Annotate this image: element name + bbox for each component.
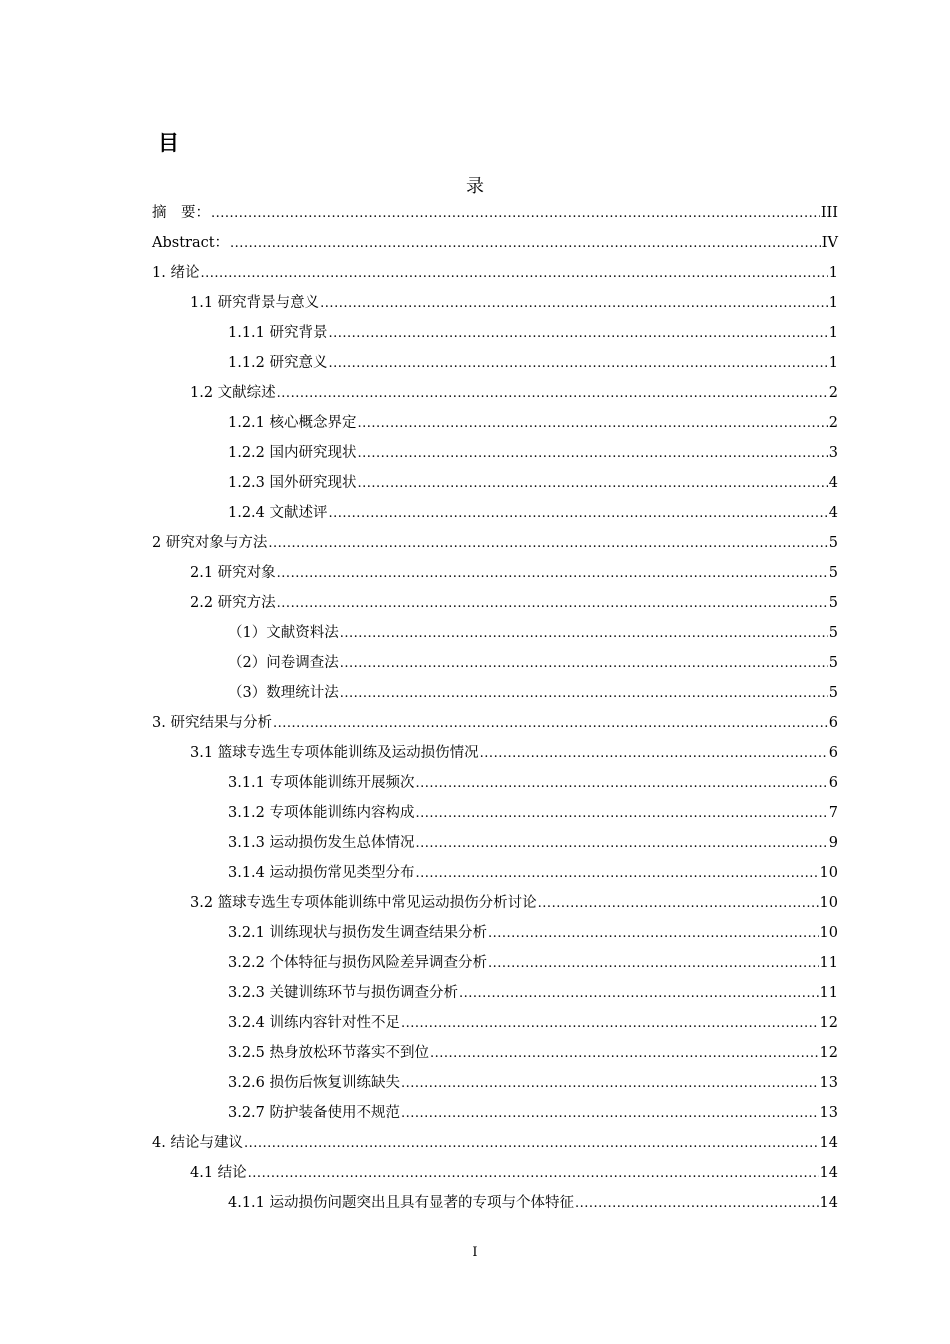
toc-entry-page: 5 <box>828 535 838 551</box>
toc-entry-title: Abstract： <box>152 235 230 251</box>
toc-leader-dots <box>248 1159 819 1189</box>
toc-entry[interactable] <box>152 1188 838 1218</box>
toc-entry-title: 3.2.1 训练现状与损伤发生调查结果分析 <box>228 925 488 941</box>
toc-entry[interactable] <box>152 1038 838 1068</box>
toc-leader-dots <box>340 619 828 649</box>
toc-entry-page: 10 <box>819 925 838 941</box>
toc-entry-title: 1.1 研究背景与意义 <box>190 295 320 311</box>
toc-entry-title: 1. 绪论 <box>152 265 200 281</box>
toc-entry-page: 14 <box>819 1165 838 1181</box>
toc-entry-page: 3 <box>828 445 838 461</box>
toc-entry[interactable] <box>152 588 838 618</box>
toc-leader-dots <box>358 439 828 469</box>
toc-leader-dots <box>277 589 828 619</box>
toc-entry-page: 12 <box>819 1045 838 1061</box>
toc-entry[interactable] <box>152 258 838 288</box>
toc-leader-dots <box>416 859 819 889</box>
toc-leader-dots <box>211 199 820 229</box>
toc-entry-title: 3.1.1 专项体能训练开展频次 <box>228 775 415 791</box>
toc-leader-dots <box>268 529 827 559</box>
toc-entry-title: 3. 研究结果与分析 <box>152 715 272 731</box>
toc-entry-title: 2.2 研究方法 <box>190 595 276 611</box>
toc-entry[interactable] <box>152 1158 838 1188</box>
toc-leader-dots <box>329 319 828 349</box>
toc-entry-page: 5 <box>828 595 838 611</box>
toc-entry-page: 13 <box>819 1075 838 1091</box>
toc-heading-second-char: 录 <box>466 176 484 197</box>
toc-entry-title: 3.2.7 防护装备使用不规范 <box>228 1105 401 1121</box>
toc-leader-dots <box>320 289 828 319</box>
toc-entry-title: 3.2.2 个体特征与损伤风险差异调查分析 <box>228 955 488 971</box>
toc-entry-page: 10 <box>819 895 838 911</box>
toc-leader-dots <box>200 259 827 289</box>
toc-entry[interactable] <box>152 228 838 258</box>
toc-entry[interactable] <box>152 738 838 768</box>
toc-entry-page: 2 <box>828 415 838 431</box>
toc-entry-title: 3.1.4 运动损伤常见类型分布 <box>228 865 415 881</box>
toc-entry[interactable] <box>152 1008 838 1038</box>
toc-leader-dots <box>459 979 819 1009</box>
toc-leader-dots <box>538 889 819 919</box>
toc-entry-page: 11 <box>819 985 838 1001</box>
toc-entry-title: 4. 结论与建议 <box>152 1135 243 1151</box>
toc-entry-page: 1 <box>828 355 838 371</box>
toc-entry-title: 1.1.1 研究背景 <box>228 325 328 341</box>
toc-entry[interactable] <box>152 498 838 528</box>
toc-entry[interactable] <box>152 858 838 888</box>
table-of-contents <box>152 198 838 1218</box>
toc-entry-title: 1.2.2 国内研究现状 <box>228 445 357 461</box>
toc-entry-title: 摘 要： <box>152 205 210 221</box>
toc-entry-page: III <box>820 205 838 221</box>
toc-entry-page: 7 <box>828 805 838 821</box>
toc-entry[interactable] <box>152 618 838 648</box>
toc-entry-title: 3.2.3 关键训练环节与损伤调查分析 <box>228 985 459 1001</box>
toc-entry-page: 9 <box>828 835 838 851</box>
toc-entry-title: 1.2.3 国外研究现状 <box>228 475 357 491</box>
toc-entry-title: 1.2.4 文献述评 <box>228 505 328 521</box>
toc-entry-page: 5 <box>828 565 838 581</box>
toc-entry[interactable] <box>152 318 838 348</box>
toc-leader-dots <box>575 1189 819 1219</box>
toc-entry-title: 3.2.5 热身放松环节落实不到位 <box>228 1045 430 1061</box>
toc-entry-page: 1 <box>828 265 838 281</box>
toc-entry-title: 2 研究对象与方法 <box>152 535 268 551</box>
toc-leader-dots <box>401 1009 819 1039</box>
toc-entry-page: 5 <box>828 655 838 671</box>
toc-entry-page: 4 <box>828 475 838 491</box>
toc-leader-dots <box>358 469 828 499</box>
toc-entry-title: 3.2 篮球专选生专项体能训练中常见运动损伤分析讨论 <box>190 895 537 911</box>
toc-entry-page: 6 <box>828 775 838 791</box>
toc-entry-title: 1.1.2 研究意义 <box>228 355 328 371</box>
toc-leader-dots <box>430 1039 819 1069</box>
toc-entry[interactable] <box>152 1098 838 1128</box>
toc-entry-title: 3.2.6 损伤后恢复训练缺失 <box>228 1075 401 1091</box>
toc-leader-dots <box>329 499 828 529</box>
toc-entry[interactable] <box>152 468 838 498</box>
toc-leader-dots <box>416 799 828 829</box>
toc-entry-title: （3）数理统计法 <box>228 685 339 701</box>
toc-entry[interactable] <box>152 798 838 828</box>
toc-entry[interactable] <box>152 768 838 798</box>
toc-leader-dots <box>488 919 819 949</box>
toc-entry-page: 6 <box>828 715 838 731</box>
toc-entry[interactable] <box>152 1068 838 1098</box>
toc-entry-page: 5 <box>828 625 838 641</box>
toc-entry-page: 12 <box>819 1015 838 1031</box>
toc-entry[interactable] <box>152 948 838 978</box>
toc-entry[interactable] <box>152 438 838 468</box>
toc-entry-title: 2.1 研究对象 <box>190 565 276 581</box>
toc-entry-title: 4.1 结论 <box>190 1165 247 1181</box>
toc-leader-dots <box>340 679 828 709</box>
toc-entry[interactable] <box>152 378 838 408</box>
toc-entry-page: 4 <box>828 505 838 521</box>
toc-entry-page: 1 <box>828 295 838 311</box>
toc-leader-dots <box>244 1129 819 1159</box>
toc-heading-first-char: 目 <box>158 131 179 155</box>
toc-entry-page: 14 <box>819 1195 838 1211</box>
toc-entry-title: 1.2.1 核心概念界定 <box>228 415 357 431</box>
toc-entry-title: （2）问卷调查法 <box>228 655 339 671</box>
toc-entry[interactable] <box>152 918 838 948</box>
toc-entry-title: 4.1.1 运动损伤问题突出且具有显著的专项与个体特征 <box>228 1195 575 1211</box>
toc-entry-title: 3.1.2 专项体能训练内容构成 <box>228 805 415 821</box>
toc-entry[interactable] <box>152 888 838 918</box>
toc-entry-title: 3.2.4 训练内容针对性不足 <box>228 1015 401 1031</box>
toc-leader-dots <box>416 769 828 799</box>
toc-entry[interactable] <box>152 348 838 378</box>
toc-entry-title: 1.2 文献综述 <box>190 385 276 401</box>
toc-entry[interactable] <box>152 1128 838 1158</box>
toc-entry[interactable] <box>152 288 838 318</box>
toc-entry-page: IV <box>821 235 838 251</box>
toc-entry-page: 1 <box>828 325 838 341</box>
toc-entry[interactable] <box>152 708 838 738</box>
toc-entry[interactable] <box>152 198 838 228</box>
toc-leader-dots <box>277 559 828 589</box>
toc-leader-dots <box>488 949 819 979</box>
toc-entry-title: （1）文献资料法 <box>228 625 339 641</box>
toc-leader-dots <box>230 229 821 259</box>
toc-leader-dots <box>273 709 828 739</box>
toc-entry-page: 6 <box>828 745 838 761</box>
toc-entry[interactable] <box>152 678 838 708</box>
toc-entry[interactable] <box>152 828 838 858</box>
toc-entry-page: 5 <box>828 685 838 701</box>
toc-leader-dots <box>401 1069 819 1099</box>
toc-entry[interactable] <box>152 528 838 558</box>
toc-entry-page: 13 <box>819 1105 838 1121</box>
toc-leader-dots <box>401 1099 819 1129</box>
toc-entry[interactable] <box>152 408 838 438</box>
toc-leader-dots <box>340 649 828 679</box>
toc-leader-dots <box>416 829 828 859</box>
toc-leader-dots <box>358 409 828 439</box>
toc-leader-dots <box>277 379 828 409</box>
toc-entry[interactable] <box>152 558 838 588</box>
toc-entry-page: 10 <box>819 865 838 881</box>
toc-entry-page: 14 <box>819 1135 838 1151</box>
toc-entry[interactable] <box>152 648 838 678</box>
toc-entry-page: 2 <box>828 385 838 401</box>
toc-leader-dots <box>480 739 828 769</box>
toc-entry-title: 3.1 篮球专选生专项体能训练及运动损伤情况 <box>190 745 479 761</box>
page-number: I <box>472 1245 478 1260</box>
toc-leader-dots <box>329 349 828 379</box>
toc-entry-page: 11 <box>819 955 838 971</box>
toc-entry[interactable] <box>152 978 838 1008</box>
toc-entry-title: 3.1.3 运动损伤发生总体情况 <box>228 835 415 851</box>
